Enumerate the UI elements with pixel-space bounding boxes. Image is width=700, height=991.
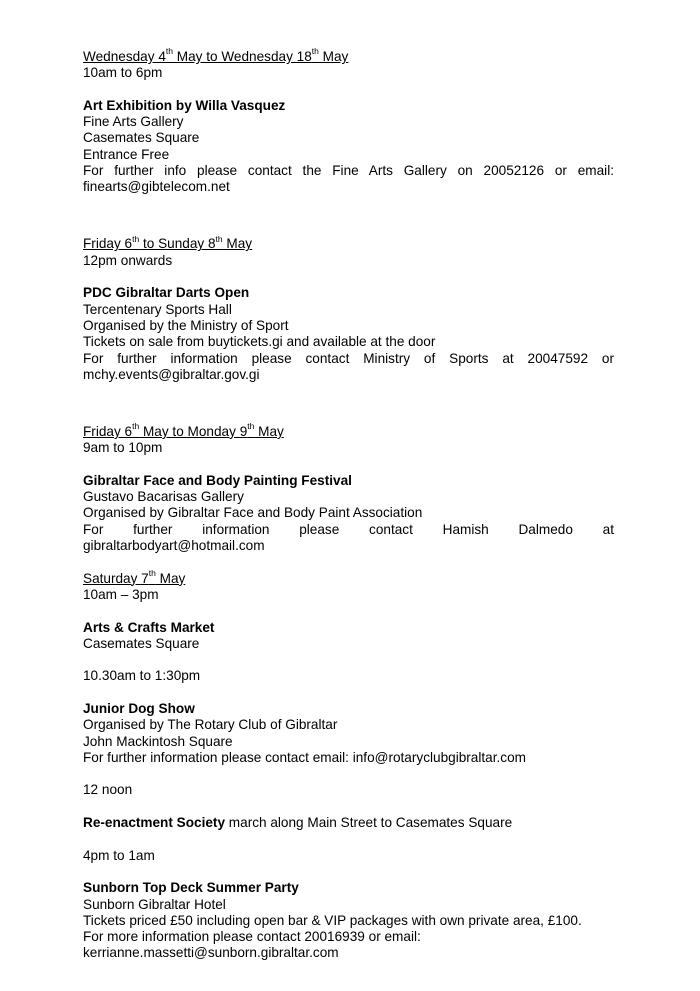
event-contact-email[interactable]: mchy.events@gibraltar.gov.gi — [83, 366, 260, 382]
event-date: Friday 6th May to Monday 9th May — [83, 421, 284, 439]
event-face-body-painting — [83, 421, 614, 554]
event-venue: Casemates Square — [83, 635, 200, 651]
events-listing — [83, 46, 614, 962]
event-organiser: Organised by the Ministry of Sport — [83, 317, 289, 333]
event-re-enactment — [83, 782, 614, 831]
event-contact-email[interactable]: gibraltarbodyart@hotmail.com — [83, 538, 265, 554]
event-time: 12pm onwards — [83, 252, 173, 268]
event-contact: For further information please contact Hamish Dalmedo at — [83, 521, 614, 537]
event-venue: Tercentenary Sports Hall — [83, 301, 232, 317]
event-title: Sunborn Top Deck Summer Party — [83, 880, 299, 896]
event-darts-open — [83, 233, 614, 383]
event-time: 10am to 6pm — [83, 65, 163, 81]
event-title: Art Exhibition by Willa Vasquez — [83, 97, 286, 113]
event-title: Re-enactment Society — [83, 815, 226, 831]
event-venue: Gustavo Bacarisas Gallery — [83, 489, 244, 505]
event-time: 12 noon — [83, 782, 133, 798]
event-title: Junior Dog Show — [83, 700, 195, 716]
event-contact-email[interactable]: finearts@gibtelecom.net — [83, 179, 230, 195]
event-contact: For further info please contact the Fine Arts Gallery on 20052126 or email: — [83, 163, 614, 179]
event-time: 4pm to 1am — [83, 847, 155, 863]
event-venue: John Mackintosh Square — [83, 733, 233, 749]
event-time: 9am to 10pm — [83, 440, 163, 456]
event-contact: For further information please contact Ministry of Sports at 20047592 or — [83, 350, 614, 366]
event-arts-crafts-market — [83, 568, 614, 652]
event-junior-dog-show — [83, 668, 614, 766]
event-tickets: Tickets priced £50 including open bar & VIP packages with own private area, £100. — [83, 912, 582, 928]
event-time: 10am – 3pm — [83, 586, 159, 602]
event-date: Wednesday 4th May to Wednesday 18th May — [83, 46, 349, 64]
event-contact-email[interactable]: kerrianne.massetti@sunborn.gibraltar.com — [83, 945, 339, 961]
event-entry: Entrance Free — [83, 146, 170, 162]
event-art-exhibition — [83, 46, 614, 196]
event-venue: Sunborn Gibraltar Hotel — [83, 896, 226, 912]
event-description: Re-enactment Society march along Main Street to Casemates Square — [83, 815, 513, 831]
event-date: Friday 6th to Sunday 8th May — [83, 233, 253, 252]
event-title: Gibraltar Face and Body Painting Festival — [83, 472, 352, 488]
event-contact: For more information please contact 20016939 or email: — [83, 929, 421, 945]
event-title: Arts & Crafts Market — [83, 619, 215, 635]
event-time: 10.30am to 1:30pm — [83, 668, 201, 684]
event-organiser: Organised by The Rotary Club of Gibraltar — [83, 717, 338, 733]
event-organiser: Organised by Gibraltar Face and Body Paint Association — [83, 505, 423, 521]
event-title: PDC Gibraltar Darts Open — [83, 285, 250, 301]
event-venue-location: Casemates Square — [83, 130, 200, 146]
event-venue: Fine Arts Gallery — [83, 114, 184, 130]
event-date: Saturday 7th May — [83, 568, 186, 586]
event-contact: For further information please contact email: info@rotaryclubgibraltar.com — [83, 749, 526, 765]
event-tickets: Tickets on sale from buytickets.gi and available at the door — [83, 334, 436, 350]
event-sunborn-party — [83, 848, 614, 962]
